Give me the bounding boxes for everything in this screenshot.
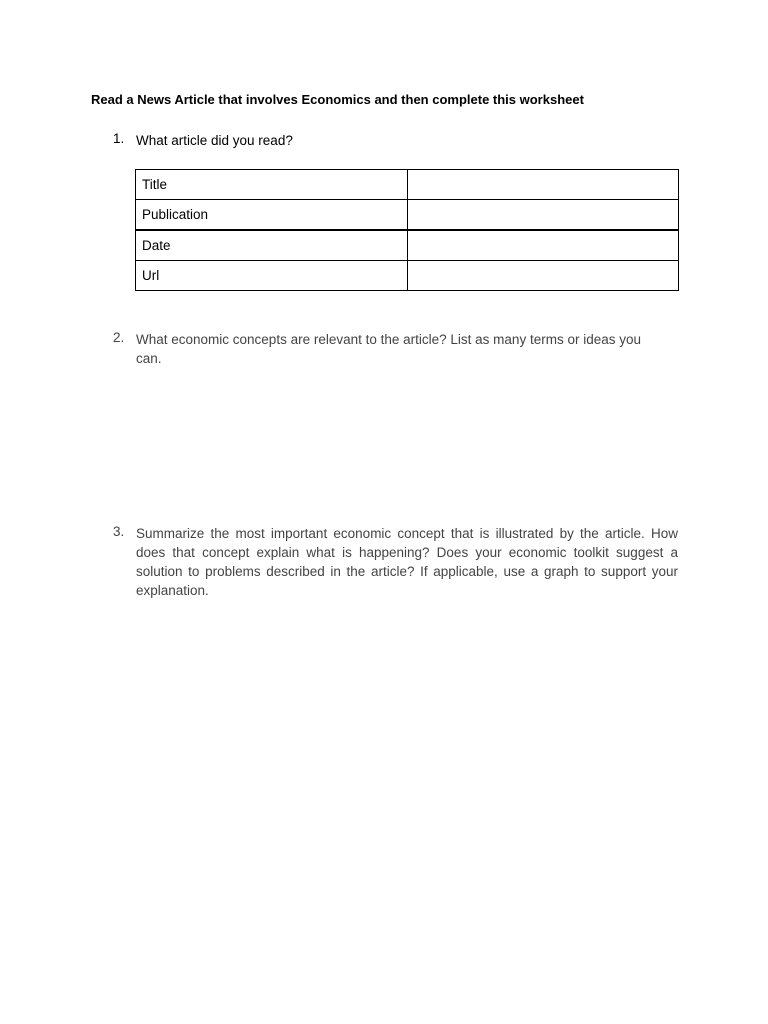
table-row-url bbox=[136, 261, 679, 291]
table-label-date: Date bbox=[136, 230, 408, 261]
table-row-publication bbox=[136, 200, 679, 231]
worksheet-heading: Read a News Article that involves Economics and then complete this worksheet bbox=[91, 92, 584, 107]
table-label-title: Title bbox=[136, 170, 408, 200]
table-row-title bbox=[136, 170, 679, 200]
question-2-number: 2. bbox=[113, 330, 125, 345]
table-row-date bbox=[136, 230, 679, 261]
question-1-text: What article did you read? bbox=[136, 133, 293, 148]
table-value-date[interactable] bbox=[408, 230, 679, 261]
table-value-title[interactable] bbox=[408, 170, 679, 200]
table-label-publication: Publication bbox=[136, 200, 408, 231]
question-1-number: 1. bbox=[113, 131, 125, 146]
question-2-text: What economic concepts are relevant to the article? List as many terms or ideas you can. bbox=[136, 332, 641, 366]
table-value-publication[interactable] bbox=[408, 200, 679, 231]
question-3-text: Summarize the most important economic concept that is illustrated by the article. How does that concept explain what is happening? Does your economic toolkit suggest a solution to problems described in the article? If applicable, use a graph to support your explanation. bbox=[136, 526, 678, 598]
article-info-table bbox=[135, 169, 679, 291]
table-label-url: Url bbox=[136, 261, 408, 291]
table-value-url[interactable] bbox=[408, 261, 679, 291]
question-3-number: 3. bbox=[113, 524, 125, 539]
